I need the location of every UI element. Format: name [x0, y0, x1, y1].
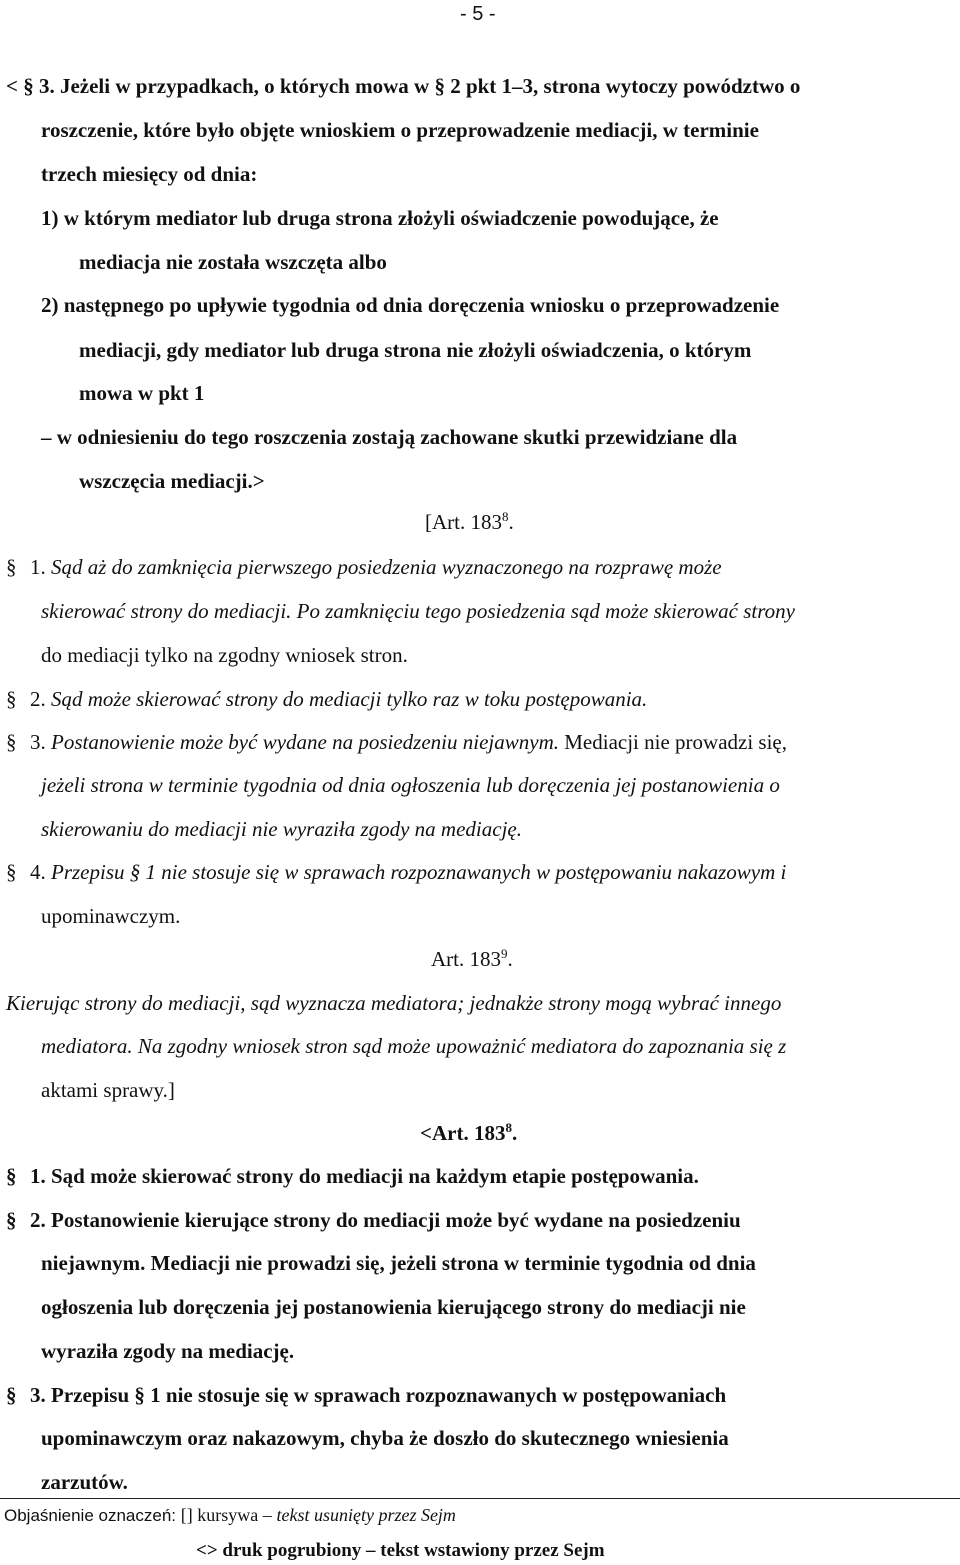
- paragraph-line: aktami sprawy.]: [41, 1078, 175, 1102]
- legend-line: <> druk pogrubiony – tekst wstawiony przez Sejm: [196, 1540, 605, 1561]
- article-heading: [Art. $183^8$.: [425, 509, 514, 534]
- paragraph-line: – w odniesieniu do tego roszczenia zostają zachowane skutki przewidziane dla: [41, 425, 738, 449]
- paragraph-line: § 2. Sąd może skierować strony do mediacji tylko raz w toku postępowania.: [6, 687, 648, 711]
- page-number: - 5 -: [460, 3, 496, 25]
- paragraph-line: § 3. Przepisu § 1 nie stosuje się w sprawach rozpoznawanych w postępowaniach: [6, 1383, 727, 1407]
- paragraph-line: § 1. Sąd aż do zamknięcia pierwszego posiedzenia wyznaczonego na rozprawę może: [6, 555, 722, 579]
- paragraph-line: mediatora. Na zgodny wniosek stron sąd może upoważnić mediatora do zapoznania się z: [41, 1034, 787, 1058]
- paragraph-line: roszczenie, które było objęte wnioskiem o przeprowadzenie mediacji, w terminie: [41, 118, 759, 142]
- section-sign: §: [6, 860, 17, 884]
- section-sign: §: [6, 730, 17, 754]
- paragraph-line: zarzutów.: [41, 1470, 128, 1494]
- paragraph-line: Kierując strony do mediacji, sąd wyznacza mediatora; jednakże strony mogą wybrać innego: [6, 991, 782, 1015]
- article-heading: <Art. $183^8$.: [420, 1120, 518, 1145]
- list-item-continuation: mowa w pkt 1: [79, 381, 205, 405]
- section-sign: §: [6, 1383, 17, 1407]
- paragraph-line: § 2. Postanowienie kierujące strony do mediacji może być wydane na posiedzeniu: [6, 1208, 741, 1232]
- paragraph-line: § 3. Postanowienie może być wydane na posiedzeniu niejawnym. Mediacji nie prowadzi się,: [6, 730, 788, 754]
- paragraph-line: ogłoszenia lub doręczenia jej postanowienia kierującego strony do mediacji nie: [41, 1295, 746, 1319]
- paragraph-line: do mediacji tylko na zgodny wniosek stron.: [41, 643, 408, 667]
- section-sign: §: [6, 687, 17, 711]
- paragraph-line: § 1. Sąd może skierować strony do mediacji na każdym etapie postępowania.: [6, 1164, 699, 1188]
- paragraph-line: wszczęcia mediacji.>: [79, 469, 265, 493]
- paragraph-line: upominawczym.: [41, 904, 181, 928]
- list-item: 1) w którym mediator lub druga strona złożyli oświadczenie powodujące, że: [41, 206, 719, 230]
- section-sign: §: [6, 1164, 17, 1188]
- list-item-continuation: mediacja nie została wszczęta albo: [79, 250, 387, 274]
- paragraph-line: upominawczym oraz nakazowym, chyba że doszło do skutecznego wniesienia: [41, 1426, 729, 1450]
- paragraph-line: jeżeli strona w terminie tygodnia od dnia ogłoszenia lub doręczenia jej postanowienia o: [41, 773, 780, 797]
- paragraph-line: skierowaniu do mediacji nie wyraziła zgody na mediację.: [41, 817, 522, 841]
- paragraph-line: skierować strony do mediacji. Po zamknięciu tego posiedzenia sąd może skierować strony: [41, 599, 795, 623]
- section-sign: §: [129, 860, 141, 884]
- list-item-continuation: mediacji, gdy mediator lub druga strona nie złożyli oświadczenia, o którym: [79, 338, 752, 362]
- legend-line: Objaśnienie oznaczeń: [] kursywa – tekst usunięty przez Sejm: [4, 1505, 456, 1525]
- paragraph-line: § 4. Przepisu § 1 nie stosuje się w sprawach rozpoznawanych w postępowaniu nakazowym i: [6, 860, 787, 884]
- paragraph-line: trzech miesięcy od dnia:: [41, 162, 258, 186]
- article-heading: Art. $183^9$.: [431, 946, 513, 971]
- paragraph-line: < § 3. Jeżeli w przypadkach, o których mowa w § 2 pkt 1–3, strona wytoczy powództwo o: [6, 74, 801, 98]
- footer-divider: [0, 1498, 960, 1499]
- section-sign: §: [134, 1383, 145, 1407]
- paragraph-line: wyraziła zgody na mediację.: [41, 1339, 295, 1363]
- paragraph-line: niejawnym. Mediacji nie prowadzi się, jeżeli strona w terminie tygodnia od dnia: [41, 1251, 756, 1275]
- section-sign: §: [6, 1208, 17, 1232]
- list-item: 2) następnego po upływie tygodnia od dnia doręczenia wniosku o przeprowadzenie: [41, 293, 780, 317]
- section-sign: §: [6, 555, 17, 579]
